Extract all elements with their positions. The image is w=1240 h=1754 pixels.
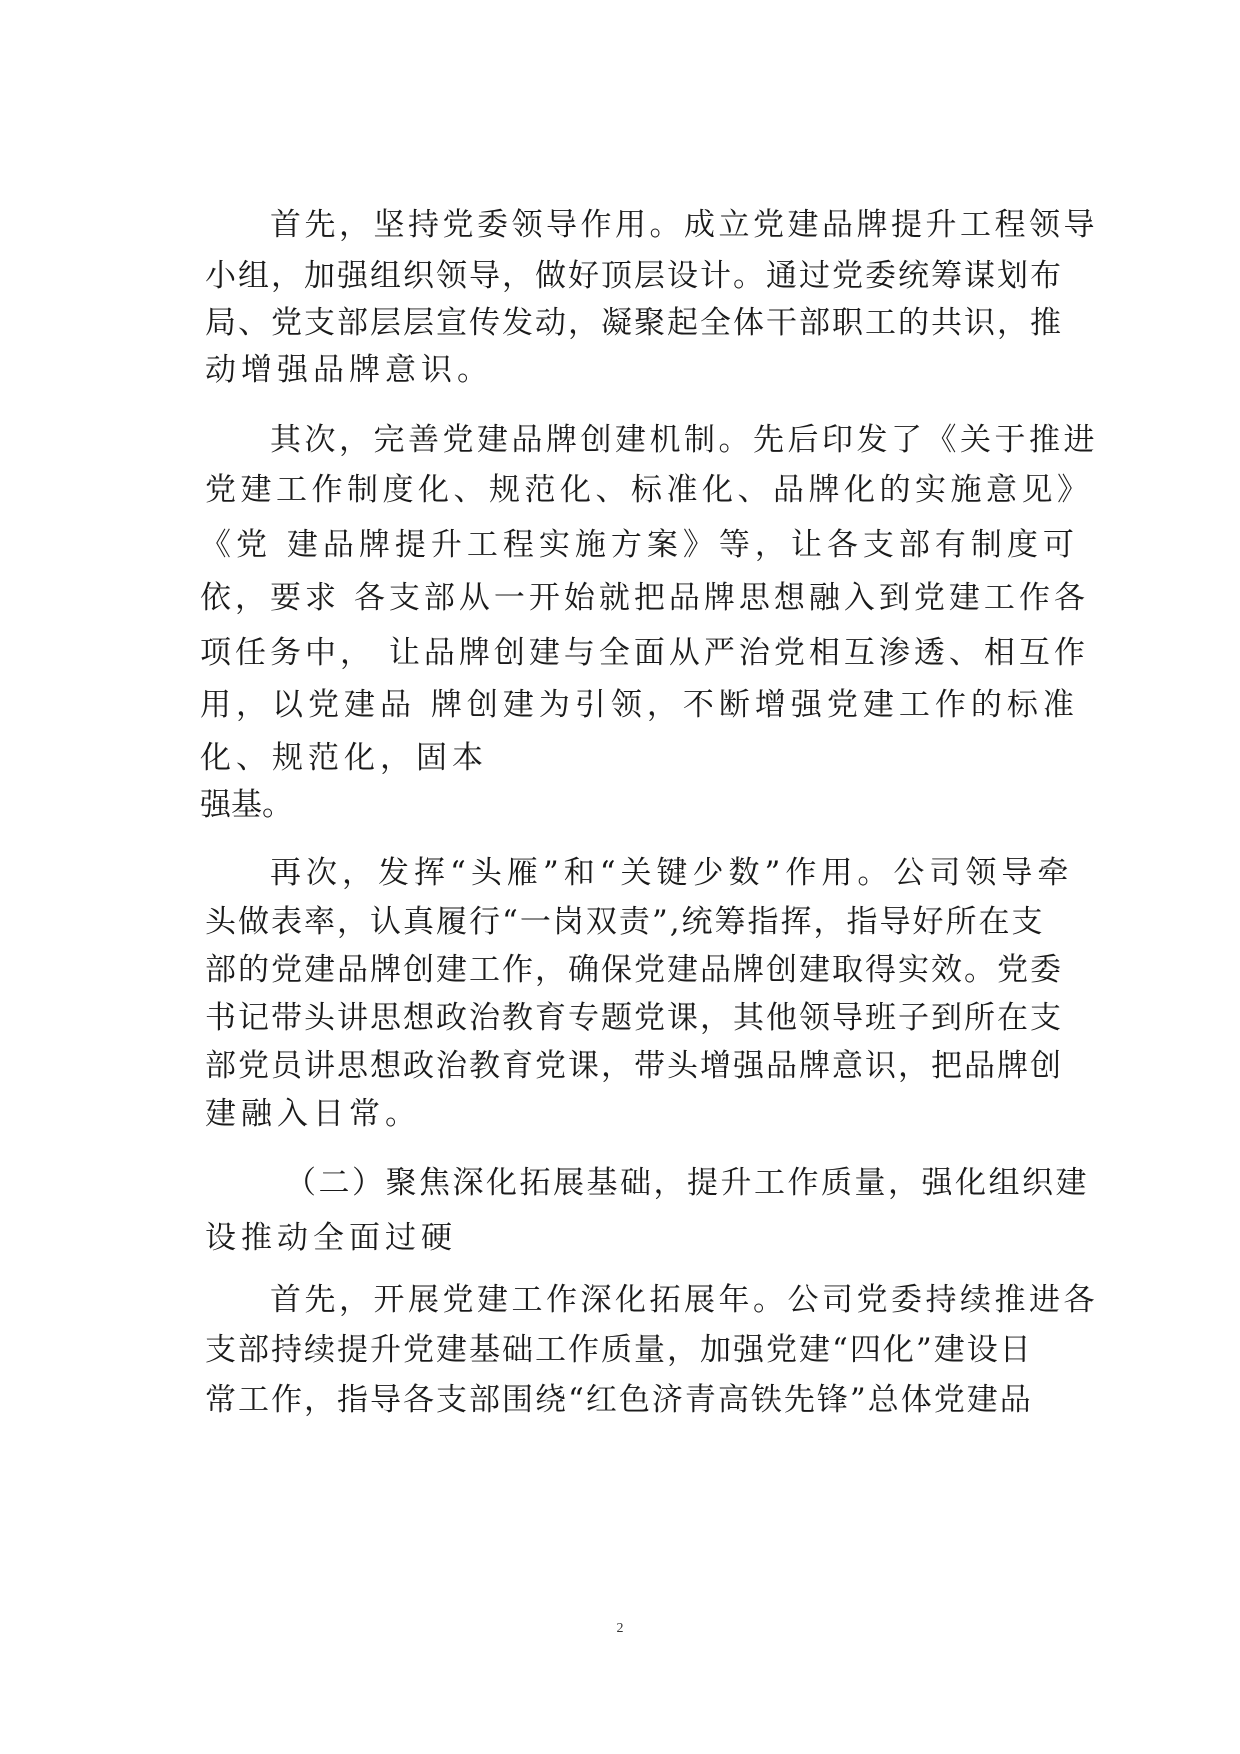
paragraph-4-line-2: 支部持续提升党建基础工作质量，加强党建“四化”建设日 <box>205 1332 1033 1368</box>
paragraph-3-line-1: 再次，发挥“头雁”和“关键少数”作用。公司领导牵 <box>270 855 1074 891</box>
paragraph-2-line-5: 项任务中， 让品牌创建与全面从严治党相互渗透、相互作 <box>200 635 1089 671</box>
paragraph-1-line-4: 动增强品牌意识。 <box>205 352 493 388</box>
paragraph-2-line-4: 依，要求 各支部从一开始就把品牌思想融入到党建工作各 <box>200 580 1089 616</box>
page-number: 2 <box>616 1621 624 1636</box>
paragraph-2-line-3: 《党 建品牌提升工程实施方案》等，让各支部有制度可 <box>200 527 1079 563</box>
paragraph-2-line-7: 化、规范化，固本 <box>200 740 488 776</box>
paragraph-1-line-1: 首先，坚持党委领导作用。成立党建品牌提升工程领导 <box>270 207 1098 243</box>
section-heading-line-2: 设推动全面过硬 <box>205 1220 457 1256</box>
paragraph-3-line-4: 书记带头讲思想政治教育专题党课，其他领导班子到所在支 <box>205 1000 1063 1036</box>
paragraph-3-line-5: 部党员讲思想政治教育党课，带头增强品牌意识，把品牌创 <box>205 1048 1063 1084</box>
paragraph-3-line-2: 头做表率，认真履行“一岗双责”,统筹指挥，指导好所在支 <box>205 904 1045 940</box>
paragraph-3-line-6: 建融入日常。 <box>205 1096 421 1132</box>
paragraph-4-line-3: 常工作，指导各支部围绕“红色济青高铁先锋”总体党建品 <box>205 1382 1033 1418</box>
paragraph-2-line-2: 党建工作制度化、规范化、标准化、品牌化的实施意见》 <box>205 472 1093 508</box>
section-heading-line-1: （二）聚焦深化拓展基础，提升工作质量，强化组织建 <box>285 1165 1089 1201</box>
paragraph-4-line-1: 首先，开展党建工作深化拓展年。公司党委持续推进各 <box>270 1282 1098 1318</box>
paragraph-2-line-8: 强基。 <box>200 787 293 823</box>
paragraph-1-line-2: 小组，加强组织领导，做好顶层设计。通过党委统筹谋划布 <box>205 258 1063 294</box>
paragraph-1-line-3: 局、党支部层层宣传发动，凝聚起全体干部职工的共识，推 <box>205 305 1063 341</box>
paragraph-3-line-3: 部的党建品牌创建工作，确保党建品牌创建取得实效。党委 <box>205 952 1063 988</box>
paragraph-2-line-6: 用，以党建品 牌创建为引领，不断增强党建工作的标准 <box>200 687 1079 723</box>
paragraph-2-line-1: 其次，完善党建品牌创建机制。先后印发了《关于推进 <box>270 422 1098 458</box>
